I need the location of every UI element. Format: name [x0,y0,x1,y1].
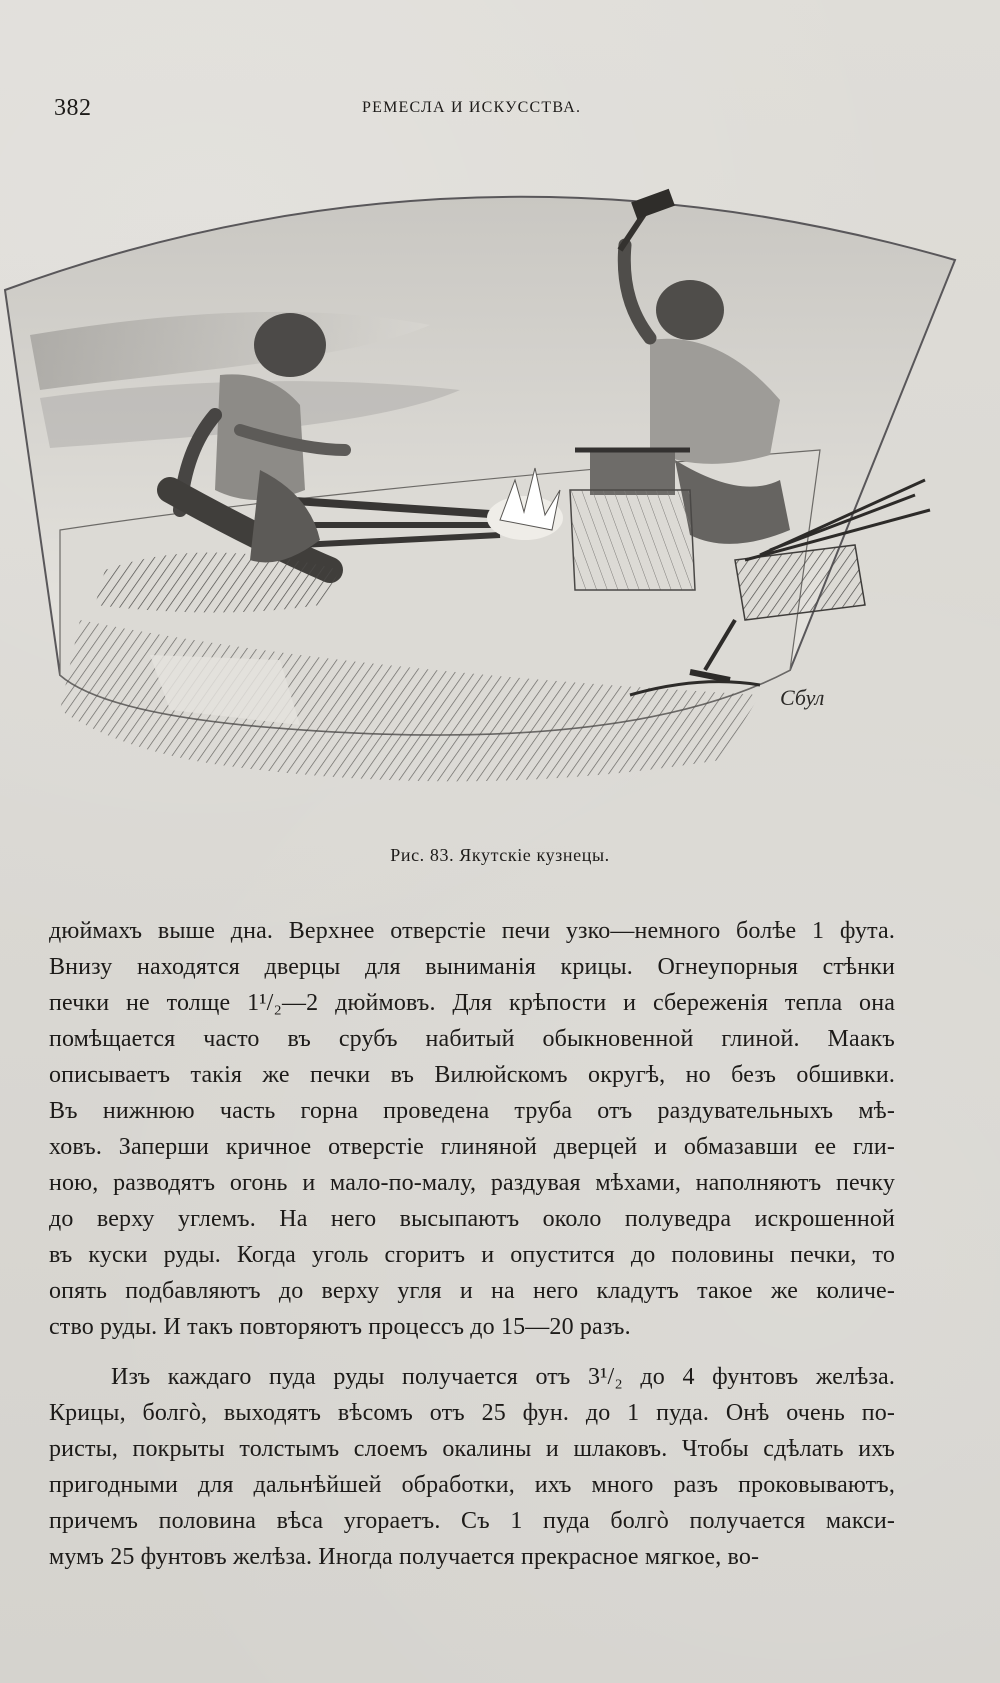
text-line: причемъ половина вѣса угораетъ. Съ 1 пуда болгò получается макси- [49,1508,895,1534]
text-line: въ куски руды. Когда уголь сгоритъ и опустится до половины печки, то [49,1242,895,1268]
text-line: опять подбавляютъ до верху угля и на него кладутъ такое же количе- [49,1278,895,1304]
text-line: Изъ каждаго пуда руды получается отъ 3¹/₂ до 4 фунтовъ желѣза. [111,1364,895,1390]
figure-caption-text: Якутскіе кузнецы. [459,845,610,865]
running-head: РЕМЕСЛА И ИСКУССТВА. [362,99,582,116]
text-line: ство руды. И такъ повторяютъ процессъ до 15—20 разъ. [49,1314,631,1340]
text-line: Въ нижнюю часть горна проведена труба отъ раздувательныхъ мѣ- [49,1098,895,1124]
page-header [54,95,814,129]
text-line: пригодными для дальнѣйшей обработки, ихъ много разъ проковываютъ, [49,1472,895,1498]
text-line: Крицы, болгò, выходятъ вѣсомъ отъ 25 фун. до 1 пуда. Онѣ очень по- [49,1400,895,1426]
text-line: печки не толще 1¹/₂—2 дюймовъ. Для крѣпости и сбереженія тепла она [49,990,895,1016]
text-line: помѣщается часто въ срубъ набитый обыкновенной глиной. Маакъ [49,1026,895,1052]
text-line: мумъ 25 фунтовъ желѣза. Иногда получается прекрасное мягкое, во- [49,1544,760,1570]
blacksmiths-engraving [0,150,1000,830]
text-line: описываетъ такія же печки въ Вилюйскомъ округѣ, но безъ обшивки. [49,1062,895,1088]
paragraph-spacer [49,1345,895,1359]
text-line: дюймахъ выше дна. Верхнее отверстіе печи узко—немного болѣе 1 фута. [49,918,895,944]
figure-label: Рис. 83. [390,845,455,865]
figure-caption [0,845,1000,866]
engraving-illustration [0,150,1000,830]
text-line: ховъ. Заперши кричное отверстіе глиняной дверцей и обмазавши ее гли- [49,1134,895,1160]
page-number: 382 [54,95,92,121]
text-line: ною, разводятъ огонь и мало-по-малу, раздувая мѣхами, наполняютъ печку [49,1170,895,1196]
text-line: ристы, покрыты толстымъ слоемъ окалины и шлаковъ. Чтобы сдѣлать ихъ [49,1436,895,1462]
body-text [49,913,895,1575]
text-line: Внизу находятся дверцы для выниманія крицы. Огнеупорныя стѣнки [49,954,895,980]
engraver-signature: Сбул [780,685,825,710]
text-line: до верху углемъ. На него высыпаютъ около полуведра искрошенной [49,1206,895,1232]
